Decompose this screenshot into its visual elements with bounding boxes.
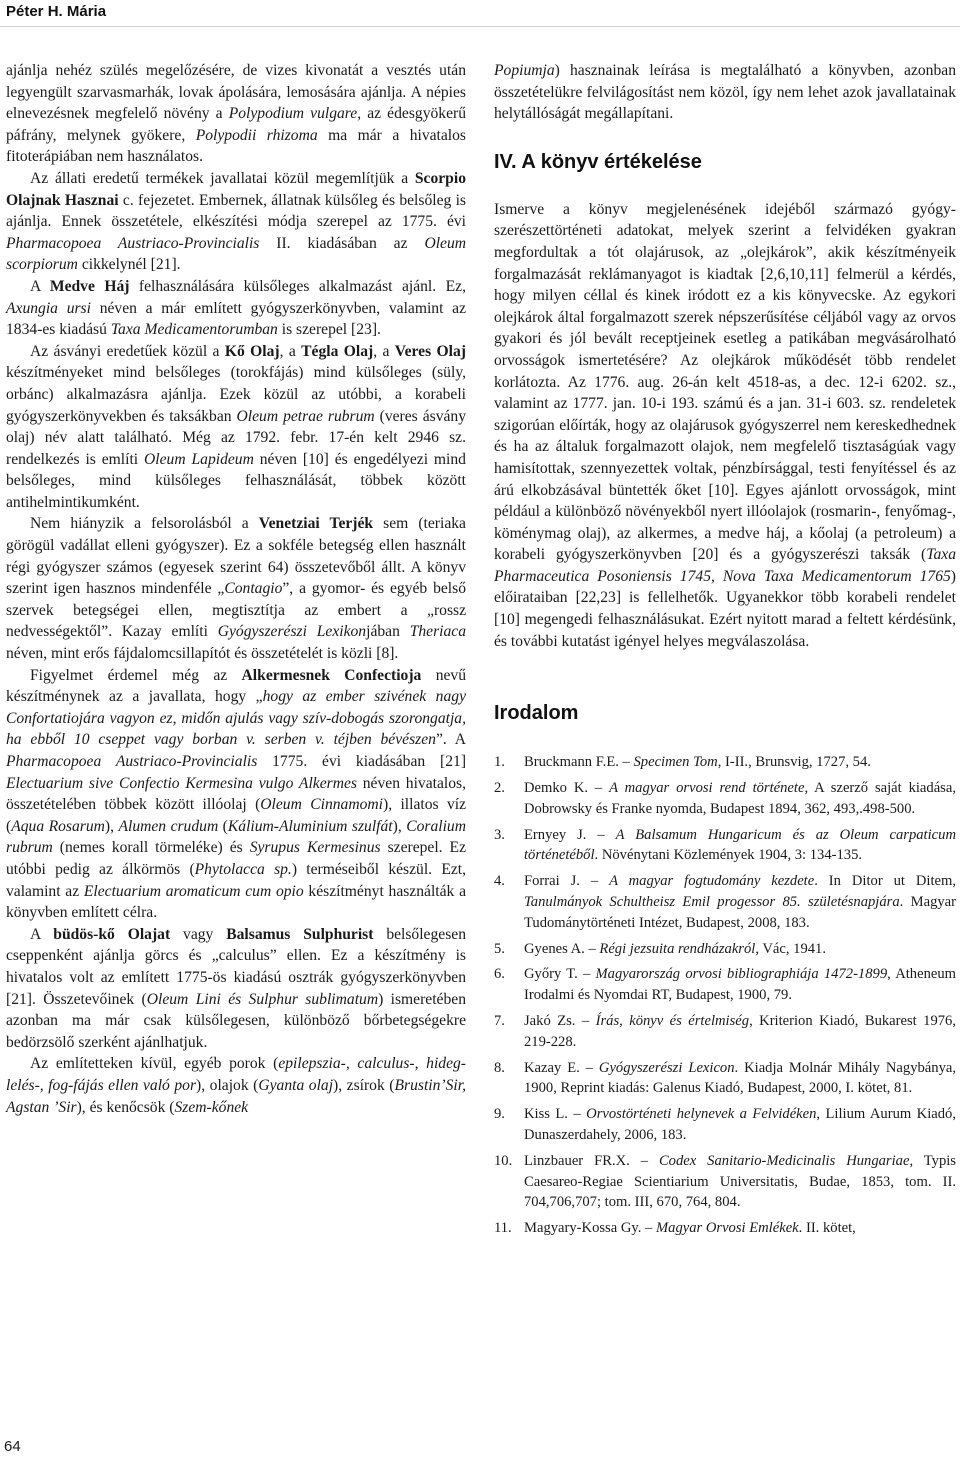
reference-number: 7. — [494, 1013, 505, 1030]
body-paragraph: A büdös-kő Olajat vagy Balsamus Sulphurist belsőlegesen cseppenként ajánlja görcs és „calculus” ellen. Ez a készítmény is hivatalos volt az említett 1775-ös kiadású osztrák gyógyszerkönyvben [21]. Összetevőinek (Oleum Lini és Sulphur sublimatum) ismeretében azonban ma már csak külsőlegesen, különböző bőrbetegségekre bedörzsölő szerként ajánlhatjuk. — [6, 925, 466, 1051]
reference-item — [494, 939, 956, 960]
reference-text: Győry T. – Magyarország orvosi bibliographiája 1472-1899, Atheneum Irodalmi és Nyomdai RT, Budapest, 1900, 79. — [524, 966, 956, 1004]
reference-text: Bruckmann F.E. – Specimen Tom, I-II., Brunsvig, 1727, 54. — [524, 754, 871, 771]
body-paragraph: Figyelmet érdemel még az Alkermesnek Confectioja nevű készítménynek az a javallata, hogy „hogy az ember szivének nagy Confortatiojára vagyon ez, midőn ajulás vagy szív-dobogás szorongatja, ha ebből 10 cseppet vagy borban v. serben v. téjben bévészen”. A Pharmacopoea Austriaco-Provincialis 1775. évi kiadásában [21] Electuarium sive Confectio Kermesina vulgo Alkermes néven hivatalos, összetételében többek között illóolaj (Oleum Cinnamomi), illatos víz (Aqua Rosarum), Alumen crudum (Kálium-Aluminium szulfát), Coralium rubrum (nemes korall törmeléke) és Syrupus Kermesinus szerepel. Ez utóbbi pedig az álkörmös (Phytolacca sp.) terméseiből készül. Ezt, valamint az Electuarium aromaticum cum opio készítményt használták a könyvben említett célra. — [6, 666, 467, 922]
body-paragraph: Az ásványi eredetűek közül a Kő Olaj, a Tégla Olaj, a Veres Olaj készítményeket mind belsőleges (torokfájás) mind külsőleges (süly, orbánc) alkalmazásra ajánlja. Ezek közül az utóbbi, a korabeli gyógyszerkönyvekben és taksákban Oleum petrae rubrum (veres ásvány olaj) név alatt található. Még az 1792. febr. 17-én kelt 2946 sz. rendelkezés is említi Oleum Lapideum néven [10] és engedélyezi mind belsőleges, mind külsőleges felhasználását, többek között antihelmintikumként. — [6, 342, 467, 511]
reference-list — [494, 752, 956, 1239]
body-paragraph: Ismerve a könyv megjelenésének idejéből származó gyógyszerészettörténeti adatokat, melyek szerint a felvidéken gyakran megfordultak a tót olajárusok, az „olejkárok”, akik készítményeik forgalmazását reklámanyagot is kiadtak [2,6,10,11] felmerül a kérdés, hogy milyen céllal és kinek iródott ez a kis könyvecske. Az egykori olejkárok által forgalmazott szerek népszerűsítése céljából vagy az orvos gyakori és jól bevált receptjeinek esetleg a patikában megvásárolható orvosságok ismertetésére? Az olejkárok működését több rendelet korlátozta. Az 1776. aug. 26-án kelt 4518-as, a dec. 12-i 6202. sz., valamint az 1777. jan. 10-i 193. számú és a jan. 31-i 603. sz. rendeletek szigorúan előírták, hogy az olajárusok gyógyszerrel nem kereskedhednek és ha az általuk forgalmazott olajok, nem megfelelő tisztaságúak vagy hamisítottak, szennyezettek voltak, pénzbírsággal, testi fenyítéssel és az árú elkobzásával büntették őket [10]. Egyes ajánlott orvosságok, mint például a különböző növényekből nyert illóolajok (rosmarin-, fenyőmag-, köménymag olaj), az alkermes, a medve háj, a kőolaj (a petroleum) a korabeli gyógyszerkönyvben [20] és a gyógyszerészi taksák (Taxa Pharmaceutica Posoniensis 1745, Nova Taxa Medicamentorum 1765) előirataiban [22,23] is fellelhetők. Ugyanekkor több korabeli rendelet [10] megengedi felhasználásukat. Ezért nyitott marad a feltett kérdésünk, és további kutatást igényel helyes megválaszolása. — [494, 200, 956, 650]
reference-number: 11. — [494, 1220, 512, 1237]
reference-item — [494, 752, 956, 773]
reference-text: Gyenes A. – Régi jezsuita rendházakról, Vác, 1941. — [524, 940, 826, 957]
reference-number: 3. — [494, 826, 505, 843]
reference-text: Demko K. – A magyar orvosi rend története, A szerző saját kiadása, Dobrowsky és Franke nyomda, Budapest 1894, 362, 493,.498-500. — [524, 780, 956, 817]
reference-number: 1. — [494, 754, 505, 771]
reference-number: 2. — [494, 780, 505, 797]
continued-paragraph: Popiumja) hasznainak leírása is megtalálható a könyvben, azonban összetételükre felvilágosítást nem közöl, így nem lehet azok javallatainak helytállóságát megállapítani. — [494, 62, 956, 123]
right-column — [494, 60, 956, 1244]
left-column — [6, 60, 466, 1118]
body-paragraph: A Medve Háj felhasználására külsőleges alkalmazást ajánl. Ez, Axungia ursi néven a már említett gyógyszerkönyvben, valamint az 1834-es kiadású Taxa Medicamentorumban is szerepel [23]. — [6, 277, 466, 339]
reference-number: 5. — [494, 940, 505, 957]
reference-item — [494, 1218, 956, 1239]
reference-text: Linzbauer FR.X. – Codex Sanitario-Medicinalis Hungariae, Typis Caesareo-Regiae Scientiarium Universitatis, Budae, 1853, tom. II. 704,706,707; tom. III, 670, 764, 804. — [524, 1152, 956, 1211]
reference-text: Ernyey J. – A Balsamum Hungaricum és az Oleum carpaticum történetéből. Növénytani Közlemények 1904, 3: 134-135. — [524, 826, 956, 864]
reference-number: 10. — [494, 1152, 513, 1169]
body-paragraph: Az említetteken kívül, egyéb porok (epilepszia-, calculus-, hideg-lelés-, fog-fájás ellen való por), olajok (Gyanta olaj), zsírok (Brustin’Sir, Agstan ’Sir), és kenőcsök (Szem-kőnek — [6, 1055, 466, 1116]
reference-item — [494, 871, 956, 933]
reference-number: 6. — [494, 966, 505, 983]
page-number: 64 — [4, 1438, 21, 1455]
reference-text: Jakó Zs. – Írás, könyv és értelmiség, Kriterion Kiadó, Bukarest 1976, 219-228. — [524, 1013, 956, 1050]
reference-text: Kiss L. – Orvostörténeti helynevek a Felvidéken, Lilium Aurum Kiadó, Dunaszerdahely, 2006, 183. — [524, 1106, 956, 1143]
reference-text: Forrai J. – A magyar fogtudomány kezdete. In Ditor ut Ditem, Tanulmányok Schultheisz Emil progessor 85. születésnapjára. Magyar Tudománytörténeti Intézet, Budapest, 2008, 183. — [524, 873, 956, 931]
body-paragraph: Az állati eredetű termékek javallatai közül megemlítjük a Scorpio Olajnak Hasznai c. fejezetet. Embernek, állatnak külsőleg és belsőleg is ajánlja. Ennek összetétele, elkészítési módja szerepel az 1775. évi Pharmacopoea Austriaco-Provincialis II. kiadásában az Oleum scorpiorum cikkelynél [21]. — [6, 169, 467, 274]
reference-item — [494, 825, 956, 867]
reference-number: 8. — [494, 1059, 505, 1076]
reference-item — [494, 1151, 956, 1213]
reference-text: Kazay E. – Gyógyszerészi Lexicon. Kiadja Molnár Mihály Nagybánya, 1900, Reprint kiadás: Galenus Kiadó, Budapest, 2000, I. kötet, 81. — [524, 1059, 956, 1097]
reference-item — [494, 964, 956, 1006]
body-paragraph: ajánlja nehéz szülés megelőzésére, de vizes kivonatát a vesztés után legyengült szarvasmarhák, lovak ápolására, lemosására ajánlja. A népies elnevezésnek megfelelő növény a Polypodium vulgare, az édesgyökerű páfrány, melynek gyökere, Polypodii rhizoma ma már a hivatalos fitoterápiában nem használatos. — [6, 62, 466, 166]
reference-number: 9. — [494, 1106, 505, 1123]
reference-item — [494, 1058, 956, 1100]
running-header-author: Péter H. Mária — [6, 3, 107, 20]
section-heading: IV. A könyv értékelése — [494, 150, 702, 173]
reference-item — [494, 778, 956, 820]
reference-item — [494, 1104, 956, 1146]
reference-item — [494, 1011, 956, 1053]
section-body — [494, 199, 956, 652]
running-header — [0, 0, 960, 27]
reference-text: Magyary-Kossa Gy. – Magyar Orvosi Emlékek. II. kötet, — [524, 1220, 856, 1237]
body-paragraph: Nem hiányzik a felsorolásból a Venetziai Terjék sem (teriaka görögül vadállat elleni gyógyszer). Ez a sokféle betegség ellen használt régi gyógyszer számos (egyesek szerint 64) összetevőből állt. A könyv szerint igen hasznos mindenféle „Contagio”, a gyomor- és egyéb belső szervek betegségei ellen, megtisztítja az embert a „rossz nedvességektől”. Kazay említi Gyógyszerészi Lexikonjában Theriaca néven, mint erős fájdalomcsillapítót és összetételét is közli [8]. — [6, 515, 466, 663]
reference-number: 4. — [494, 873, 505, 890]
references-heading: Irodalom — [494, 702, 579, 725]
